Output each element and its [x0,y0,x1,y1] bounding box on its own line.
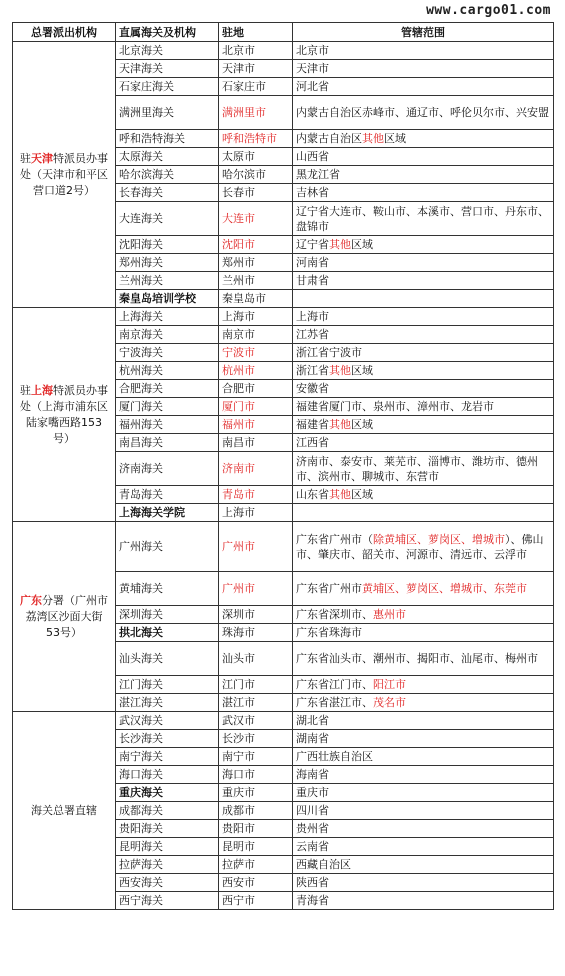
table-row [13,712,554,730]
jurisdiction-cell [293,874,554,892]
customs-office-cell: 满洲里海关 [116,96,219,130]
text-run: 广东 [20,593,42,607]
jurisdiction-cell [293,166,554,184]
dispatch-agency-cell [13,42,116,308]
location-cell: 西宁市 [219,892,293,910]
text-run: 其他 [329,488,351,501]
text-run: 广东省珠海市 [296,626,362,639]
text-run: 其他 [329,238,351,251]
jurisdiction-cell [293,60,554,78]
customs-office-cell: 兰州海关 [116,272,219,290]
location-cell: 南昌市 [219,434,293,452]
customs-office-cell: 西安海关 [116,874,219,892]
customs-office-cell: 黄埔海关 [116,572,219,606]
jurisdiction-cell [293,236,554,254]
location-cell: 汕头市 [219,642,293,676]
text-run: 广东省广州市（ [296,532,373,546]
text-run: 广东省江门市、 [296,678,373,691]
jurisdiction-cell [293,522,554,572]
text-run: 陕西省 [296,876,329,889]
customs-office-cell: 南宁海关 [116,748,219,766]
jurisdiction-cell [293,130,554,148]
location-cell: 天津市 [219,60,293,78]
table-row [13,42,554,60]
location-cell: 南宁市 [219,748,293,766]
customs-office-cell: 昆明海关 [116,838,219,856]
location-cell: 济南市 [219,452,293,486]
jurisdiction-cell [293,344,554,362]
customs-office-cell: 青岛海关 [116,486,219,504]
jurisdiction-cell [293,308,554,326]
watermark: www.cargo01.com [426,3,551,18]
jurisdiction-cell [293,802,554,820]
text-run: 湖南省 [296,732,329,745]
location-cell: 拉萨市 [219,856,293,874]
text-run: 湖北省 [296,714,329,727]
customs-office-cell: 合肥海关 [116,380,219,398]
jurisdiction-cell [293,784,554,802]
jurisdiction-cell [293,624,554,642]
customs-office-cell: 厦门海关 [116,398,219,416]
text-run: 区域 [351,364,373,377]
location-cell: 上海市 [219,308,293,326]
customs-office-cell: 北京海关 [116,42,219,60]
customs-office-cell: 福州海关 [116,416,219,434]
text-run: 上海市 [296,310,329,323]
text-run: 分署（广州市荔湾区沙面大街53号） [25,593,108,639]
jurisdiction-cell [293,572,554,606]
text-run: 福建省厦门市、泉州市、漳州市、龙岩市 [296,400,494,413]
location-cell: 西安市 [219,874,293,892]
jurisdiction-cell [293,78,554,96]
header-jurisdiction: 管辖范围 [293,23,554,42]
text-run: 浙江省宁波市 [296,346,362,359]
customs-office-cell: 郑州海关 [116,254,219,272]
dispatch-agency-cell [13,712,116,910]
location-cell: 沈阳市 [219,236,293,254]
customs-office-cell: 上海海关学院 [116,504,219,522]
customs-office-cell: 呼和浩特海关 [116,130,219,148]
jurisdiction-cell [293,96,554,130]
header-row [13,23,554,42]
text-run: 辽宁省 [296,238,329,251]
location-cell: 江门市 [219,676,293,694]
location-cell: 郑州市 [219,254,293,272]
location-cell: 兰州市 [219,272,293,290]
location-cell: 杭州市 [219,362,293,380]
customs-office-cell: 武汉海关 [116,712,219,730]
location-cell: 广州市 [219,522,293,572]
location-cell: 武汉市 [219,712,293,730]
header-dispatch-agency: 总署派出机构 [13,23,116,42]
jurisdiction-cell [293,856,554,874]
customs-office-cell: 济南海关 [116,452,219,486]
text-run: 河北省 [296,80,329,93]
customs-office-cell: 天津海关 [116,60,219,78]
location-cell: 长春市 [219,184,293,202]
jurisdiction-cell [293,380,554,398]
customs-office-cell: 宁波海关 [116,344,219,362]
text-run: 广东省深圳市、 [296,608,373,621]
text-run: 河南省 [296,256,329,269]
jurisdiction-cell [293,290,554,308]
text-run: 福建省 [296,418,329,431]
text-run: 吉林省 [296,186,329,199]
text-run: 海关总署直辖 [31,803,97,817]
jurisdiction-cell [293,820,554,838]
location-cell: 广州市 [219,572,293,606]
customs-office-cell: 深圳海关 [116,606,219,624]
text-run: 济南市、泰安市、莱芜市、淄博市、潍坊市、德州市、滨州市、聊城市、东营市 [296,454,538,483]
text-run: 特派员办事处（天津市和平区营口道2号） [20,151,108,197]
customs-office-cell: 长春海关 [116,184,219,202]
jurisdiction-cell [293,642,554,676]
location-cell: 昆明市 [219,838,293,856]
text-run: 浙江省 [296,364,329,377]
jurisdiction-cell [293,148,554,166]
location-cell: 重庆市 [219,784,293,802]
jurisdiction-cell [293,202,554,236]
jurisdiction-cell [293,416,554,434]
text-run: 黄埔区、萝岗区、增城市、东莞市 [362,582,527,595]
header-location: 驻地 [219,23,293,42]
text-run: 贵州省 [296,822,329,835]
text-run: 广东省广州市 [296,582,362,595]
location-cell: 厦门市 [219,398,293,416]
customs-office-cell: 沈阳海关 [116,236,219,254]
dispatch-agency-cell [13,308,116,522]
customs-office-cell: 哈尔滨海关 [116,166,219,184]
jurisdiction-cell [293,606,554,624]
jurisdiction-cell [293,398,554,416]
text-run: 惠州市 [373,608,406,621]
text-run: 黑龙江省 [296,168,340,181]
table-row [13,308,554,326]
text-run: 青海省 [296,894,329,907]
text-run: 天津市 [296,62,329,75]
customs-office-cell: 石家庄海关 [116,78,219,96]
header-customs-office: 直属海关及机构 [116,23,219,42]
text-run: 区域 [351,418,373,431]
text-run: 云南省 [296,840,329,853]
text-run: 区域 [351,488,373,501]
table-row [13,522,554,572]
location-cell: 南京市 [219,326,293,344]
customs-jurisdiction-table [12,22,554,910]
text-run: 内蒙古自治区 [296,132,362,145]
customs-office-cell: 拱北海关 [116,624,219,642]
jurisdiction-cell [293,184,554,202]
customs-office-cell: 湛江海关 [116,694,219,712]
customs-office-cell: 贵阳海关 [116,820,219,838]
jurisdiction-cell [293,42,554,60]
text-run: 山西省 [296,150,329,163]
text-run: 内蒙古自治区赤峰市、通辽市、呼伦贝尔市、兴安盟 [296,106,549,119]
text-run: 特派员办事处（上海市浦东区陆家嘴西路153号） [20,383,108,445]
text-run: 阳江市 [373,678,406,691]
location-cell: 湛江市 [219,694,293,712]
location-cell: 宁波市 [219,344,293,362]
text-run: 茂名市 [373,696,406,709]
dispatch-agency-cell [13,522,116,712]
location-cell: 呼和浩特市 [219,130,293,148]
text-run: 山东省 [296,488,329,501]
customs-office-cell: 汕头海关 [116,642,219,676]
text-run: 广东省汕头市、潮州市、揭阳市、汕尾市、梅州市 [296,652,538,665]
text-run: 江苏省 [296,328,329,341]
table-body [13,42,554,910]
customs-office-cell: 江门海关 [116,676,219,694]
location-cell: 深圳市 [219,606,293,624]
jurisdiction-cell [293,694,554,712]
location-cell: 北京市 [219,42,293,60]
text-run: 区域 [384,132,406,145]
text-run: 甘肃省 [296,274,329,287]
text-run: 区域 [351,238,373,251]
location-cell: 秦皇岛市 [219,290,293,308]
customs-office-cell: 上海海关 [116,308,219,326]
text-run: ）、佛山市、肇庆市、韶关市、河源市、清远市、云浮市 [296,532,544,561]
customs-office-cell: 成都海关 [116,802,219,820]
text-run: 安徽省 [296,382,329,395]
jurisdiction-cell [293,712,554,730]
location-cell: 长沙市 [219,730,293,748]
customs-office-cell: 秦皇岛培训学校 [116,290,219,308]
customs-office-cell: 广州海关 [116,522,219,572]
customs-office-cell: 海口海关 [116,766,219,784]
text-run: 其他 [329,364,351,377]
location-cell: 哈尔滨市 [219,166,293,184]
location-cell: 海口市 [219,766,293,784]
text-run: 辽宁省大连市、鞍山市、本溪市、营口市、丹东市、盘锦市 [296,204,549,233]
jurisdiction-cell [293,486,554,504]
text-run: 重庆市 [296,786,329,799]
customs-office-cell: 拉萨海关 [116,856,219,874]
jurisdiction-cell [293,892,554,910]
text-run: 除黄埔区、萝岗区、增城市 [373,532,505,546]
jurisdiction-cell [293,676,554,694]
text-run: 江西省 [296,436,329,449]
jurisdiction-cell [293,748,554,766]
location-cell: 石家庄市 [219,78,293,96]
customs-office-cell: 大连海关 [116,202,219,236]
text-run: 北京市 [296,44,329,57]
text-run: 西藏自治区 [296,858,351,871]
text-run: 广西壮族自治区 [296,750,373,763]
location-cell: 太原市 [219,148,293,166]
jurisdiction-cell [293,730,554,748]
text-run: 广东省湛江市、 [296,696,373,709]
text-run: 天津 [31,151,53,165]
jurisdiction-cell [293,362,554,380]
jurisdiction-cell [293,504,554,522]
customs-office-cell: 长沙海关 [116,730,219,748]
location-cell: 福州市 [219,416,293,434]
jurisdiction-cell [293,434,554,452]
text-run: 其他 [362,132,384,145]
jurisdiction-cell [293,452,554,486]
location-cell: 青岛市 [219,486,293,504]
text-run: 四川省 [296,804,329,817]
location-cell: 大连市 [219,202,293,236]
text-run: 驻 [20,383,31,397]
jurisdiction-cell [293,838,554,856]
location-cell: 上海市 [219,504,293,522]
location-cell: 合肥市 [219,380,293,398]
text-run: 海南省 [296,768,329,781]
text-run: 驻 [20,151,31,165]
location-cell: 满洲里市 [219,96,293,130]
location-cell: 成都市 [219,802,293,820]
customs-office-cell: 西宁海关 [116,892,219,910]
customs-office-cell: 南昌海关 [116,434,219,452]
jurisdiction-cell [293,766,554,784]
text-run: 其他 [329,418,351,431]
customs-office-cell: 太原海关 [116,148,219,166]
customs-office-cell: 重庆海关 [116,784,219,802]
location-cell: 珠海市 [219,624,293,642]
jurisdiction-cell [293,326,554,344]
jurisdiction-cell [293,272,554,290]
customs-office-cell: 杭州海关 [116,362,219,380]
location-cell: 贵阳市 [219,820,293,838]
text-run: 上海 [31,383,53,397]
customs-office-cell: 南京海关 [116,326,219,344]
jurisdiction-cell [293,254,554,272]
